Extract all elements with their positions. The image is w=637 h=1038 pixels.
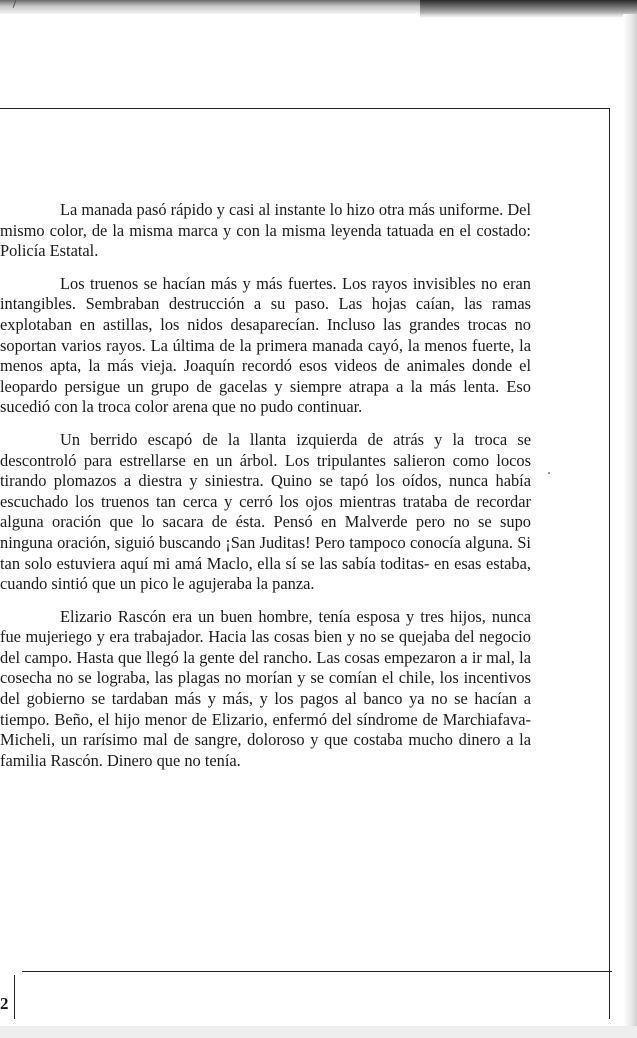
scan-speck: [548, 472, 550, 474]
scan-bottom-edge: [0, 1026, 637, 1038]
paragraph: Un berrido escapó de la llanta izquierda de atrás y la troca se descontroló para estrellarse en un árbol. Los tripulantes salieron como locos tirando plomazos a diestra y siniestra. Quino se tapó los oídos, nunca había escuchado los truenos tan cerca y cerró los ojos mientras trataba de recordar alguna oración que lo sacara de ésta. Pensó en Malverde pero no se supo ninguna oración, siguió buscando ¡San Juditas! Pero tampoco conocía alguna. Si tan solo estuviera aquí mi amá Maclo, ella sí se las sabía toditas- en esas estaba, cuando sintió que un pico le agujeraba la panza.: [0, 429, 531, 594]
paragraph: Elizario Rascón era un buen hombre, tenía esposa y tres hijos, nunca fue mujeriego y era trabajador. Hacia las cosas bien y no se quejaba del negocio del campo. Hasta que llegó la gente del rancho. Las cosas empezaron a ir mal, la cosecha no se lograba, las plagas no morían y se comían el chile, los incentivos del gobierno se tardaban más y más, y los pagos al banco ya no se hacían a tiempo. Beño, el hijo menor de Elizario, enfermó del síndrome de Marchiafava-Micheli, un rarísimo mal de sangre, doloroso y que costaba mucho dinero a la familia Rascón. Dinero que no tenía.: [0, 606, 531, 770]
scan-top-shadow: [420, 0, 637, 18]
paragraph: La manada pasó rápido y casi al instante lo hizo otra más uniforme. Del mismo color, de la misma marca y con la misma leyenda tatuada en el costado: Policía Estatal.: [0, 200, 531, 261]
page-number: 2: [0, 994, 9, 1013]
footer-rule: [22, 971, 612, 972]
scan-right-edge: [623, 14, 637, 1038]
paragraph: Los truenos se hacían más y más fuertes. Los rayos invisibles no eran intangibles. Sembraban destrucción a su paso. Las hojas caían, las ramas explotaban en astillas, los nidos desaparecían. Incluso las grandes trocas no soportan varios rayos. La última de la primera manada cayó, la menos fuerte, la menos apta, la más vieja. Joaquín recordó esos videos de animales donde el leopardo persigue un grupo de gacelas y siempre atrapa a la más lenta. Eso sucedió con la troca color arena que no pudo continuar.: [0, 273, 531, 417]
body-text: [0, 200, 531, 771]
footer-edge: [14, 975, 15, 1019]
